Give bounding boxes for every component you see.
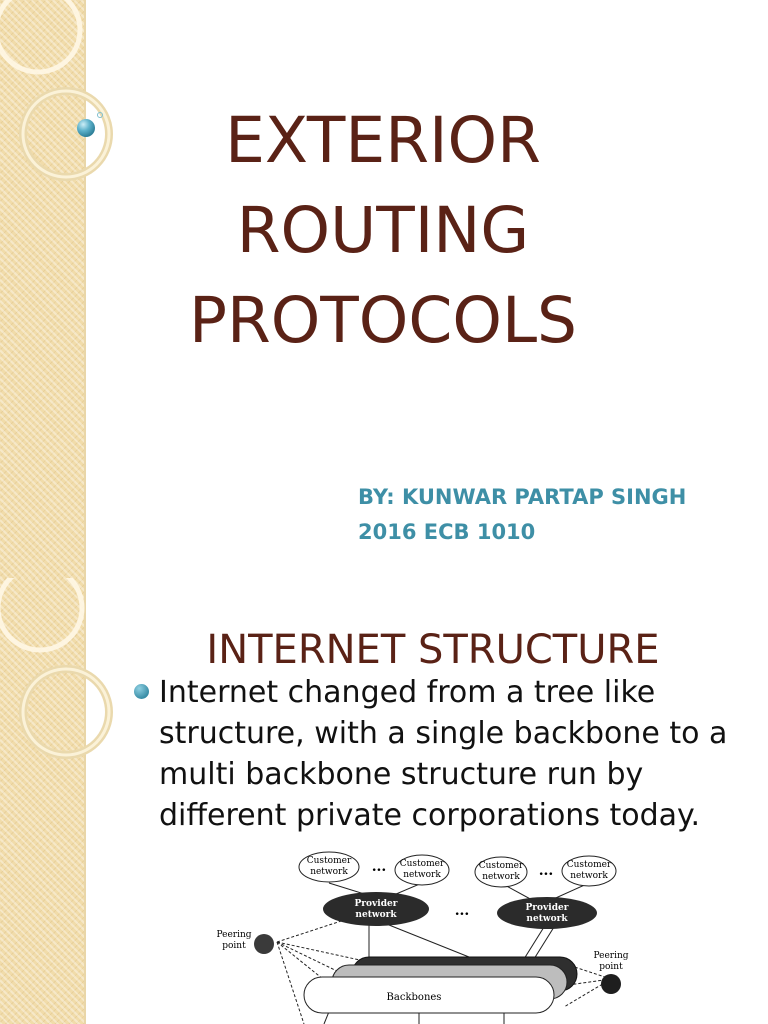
bullet-icon xyxy=(134,684,149,699)
author-block xyxy=(358,480,686,550)
svg-text:Customer: Customer xyxy=(566,860,612,870)
svg-text:Peering: Peering xyxy=(593,951,629,961)
svg-text:network: network xyxy=(355,910,397,920)
customer-network-node xyxy=(475,857,527,887)
backbones-stack xyxy=(304,957,577,1013)
svg-text:point: point xyxy=(222,941,246,951)
peering-point-right xyxy=(593,951,628,994)
sidebar-circles-decoration xyxy=(0,578,120,1024)
svg-text:Customer: Customer xyxy=(478,861,524,871)
presentation-title xyxy=(110,96,656,366)
title-line: PROTOCOLS xyxy=(188,284,578,357)
svg-text:Provider: Provider xyxy=(525,903,569,913)
content-slide xyxy=(0,578,768,1024)
peering-point-left xyxy=(216,930,274,954)
svg-text:network: network xyxy=(570,871,608,881)
provider-network-node xyxy=(323,892,429,926)
svg-text:network: network xyxy=(482,872,520,882)
svg-text:Customer: Customer xyxy=(399,859,445,869)
sidebar-circles-decoration xyxy=(0,0,120,578)
customer-network-node xyxy=(562,856,616,886)
svg-text:Peering: Peering xyxy=(216,930,252,940)
ellipsis: ... xyxy=(454,903,470,919)
svg-text:Customer: Customer xyxy=(306,856,352,866)
provider-network-node xyxy=(497,897,597,929)
ellipsis: ... xyxy=(538,863,554,879)
title-line: ROUTING xyxy=(236,194,530,267)
author-name: BY: KUNWAR PARTAP SINGH xyxy=(358,485,687,509)
svg-text:network: network xyxy=(310,867,348,877)
svg-text:point: point xyxy=(599,962,623,972)
slide-title: INTERNET STRUCTURE xyxy=(206,627,660,673)
svg-text:network: network xyxy=(403,870,441,880)
title-line: EXTERIOR xyxy=(225,104,541,177)
customer-network-node xyxy=(299,852,359,882)
roll-number: 2016 ECB 1010 xyxy=(358,520,536,544)
internet-structure-diagram xyxy=(174,847,648,1024)
customer-network-node xyxy=(395,855,449,885)
svg-text:network: network xyxy=(526,914,568,924)
bullet-text: Internet changed from a tree like structure, with a single backbone to a multi backbone structure run by different private corporations today. xyxy=(159,675,728,833)
svg-text:Provider: Provider xyxy=(354,899,398,909)
ellipsis: ... xyxy=(371,859,387,875)
backbones-label: Backbones xyxy=(386,992,442,1003)
